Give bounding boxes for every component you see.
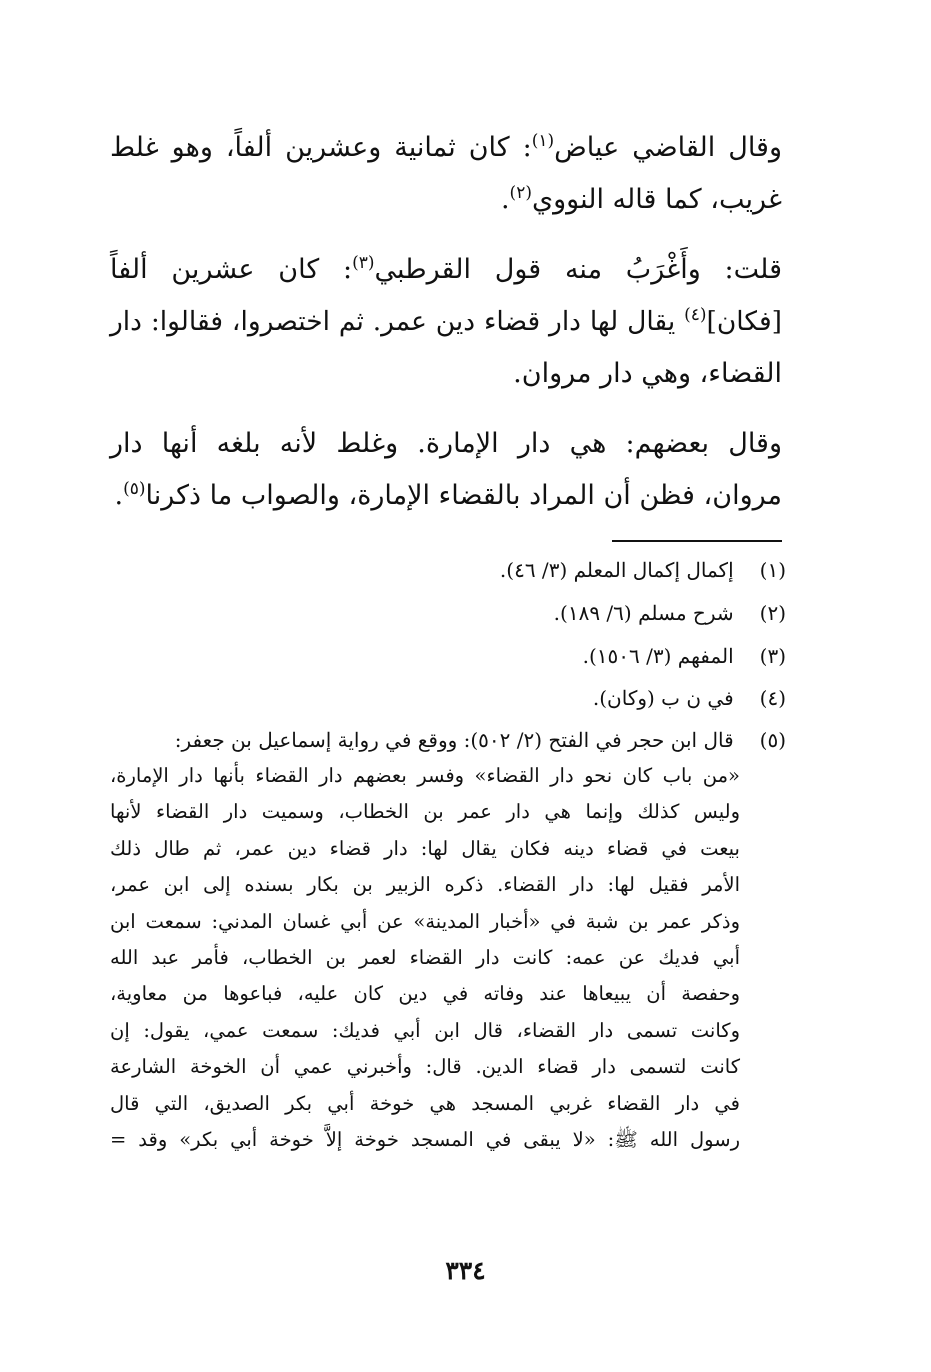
footnote-line: «من باب كان نحو دار القضاء» وفسر بعضهم دار القضاء بأنها دار الإمارة، bbox=[110, 764, 740, 787]
footnote-number: (٥) bbox=[759, 728, 786, 752]
footnote-line: الأمر فقيل لها: دار القضاء. ذكره الزبير بن بكار بسنده إلى ابن عمر، bbox=[110, 873, 740, 897]
footnote-line: وليس كذلك وإنما هي دار عمر بن الخطاب، وسميت دار القضاء لأنها bbox=[110, 800, 740, 824]
page-number: ٣٣٤ bbox=[445, 1256, 486, 1285]
footnote-line: رسول الله ﷺ: «لا يبقى في المسجد خوخة إلاَّ خوخة أبي بكر» وقد = bbox=[110, 1127, 740, 1151]
footnote-line: في دار القضاء غربي المسجد هي خوخة أبي بكر الصديق، التي قال bbox=[110, 1091, 740, 1115]
footnote-5 bbox=[110, 722, 786, 758]
footnote-1 bbox=[110, 552, 786, 588]
footnote-line: بيعت في قضاء دينه فكان يقال لها: دار قضاء دين عمر، ثم طال ذلك bbox=[110, 836, 740, 860]
footnote-text: شرح مسلم (٦/ ١٨٩). bbox=[553, 601, 734, 625]
footnote-ref[interactable]: (٢) bbox=[509, 183, 532, 203]
footnote-separator bbox=[612, 540, 782, 542]
footnote-line: أبي فديك عن عمه: كانت دار القضاء لعمر بن الخطاب، فأمر عبد الله bbox=[110, 945, 740, 969]
footnote-4 bbox=[110, 680, 786, 716]
footnote-text: المفهم (٣/ ١٥٠٦). bbox=[582, 644, 734, 668]
footnote-ref[interactable]: (٤) bbox=[684, 305, 707, 326]
paragraph-1 bbox=[110, 122, 782, 226]
footnote-number: (٣) bbox=[759, 644, 786, 668]
footnote-text: إكمال إكمال المعلم (٣/ ٤٦). bbox=[499, 558, 734, 582]
text-line: وقال القاضي عياض$^{(١)}$: كان ثمانية وعشرين ألفاً، وهو غلط bbox=[110, 131, 783, 163]
text-line: غريب، كما قاله النووي$^{(٢)}$. bbox=[500, 183, 782, 215]
text-line: مروان، فظن أن المراد بالقضاء الإمارة، والصواب ما ذكرنا$^{(٥)}$. bbox=[114, 479, 782, 511]
footnote-number: (٤) bbox=[759, 686, 786, 710]
footnote-ref[interactable]: (١) bbox=[531, 131, 555, 151]
footnote-ref[interactable]: (٥) bbox=[123, 479, 146, 499]
footnote-line: وذكر عمر بن شبة في «أخبار المدينة» عن أبي غسان المدني: سمعت ابن bbox=[110, 909, 740, 933]
footnote-text: قال ابن حجر في الفتح (٢/ ٥٠٢): ووقع في رواية إسماعيل بن جعفر: bbox=[174, 728, 734, 752]
footnote-ref[interactable]: (٣) bbox=[352, 253, 375, 273]
footnote-line: وحفصة أن يبيعاها عند وفاته في دين كان عليه، فباعوها من معاوية، bbox=[110, 982, 740, 1006]
footnote-3 bbox=[110, 638, 786, 674]
footnote-5-continuation bbox=[110, 758, 740, 1158]
footnote-text: في ن ب (وكان). bbox=[592, 686, 734, 710]
footnote-2 bbox=[110, 595, 786, 631]
paragraph-2 bbox=[110, 244, 782, 400]
paragraph-3 bbox=[110, 418, 782, 522]
footnote-number: (١) bbox=[759, 558, 786, 582]
text-line: قلت: وأَغْرَبُ منه قول القرطبي$^{(٣)}$: كان عشرين ألفاً bbox=[110, 253, 782, 285]
footnote-number: (٢) bbox=[759, 601, 786, 625]
text-line: [فكان]$^{(٤)}$ يقال لها دار قضاء دين عمر. ثم اختصروا، فقالوا: دار bbox=[110, 305, 782, 337]
footnote-line: وكانت تسمى دار القضاء، قال ابن أبي فديك: سمعت عمي، يقول: إن bbox=[110, 1018, 740, 1042]
text-line: القضاء، وهي دار مروان. bbox=[513, 358, 782, 389]
footnote-line: كانت لتسمى دار قضاء الدين. قال: وأخبرني عمي أن الخوخة الشارعة bbox=[110, 1055, 740, 1079]
text-line: وقال بعضهم: هي دار الإمارة. وغلط لأنه بلغه أنها دار bbox=[110, 428, 782, 459]
